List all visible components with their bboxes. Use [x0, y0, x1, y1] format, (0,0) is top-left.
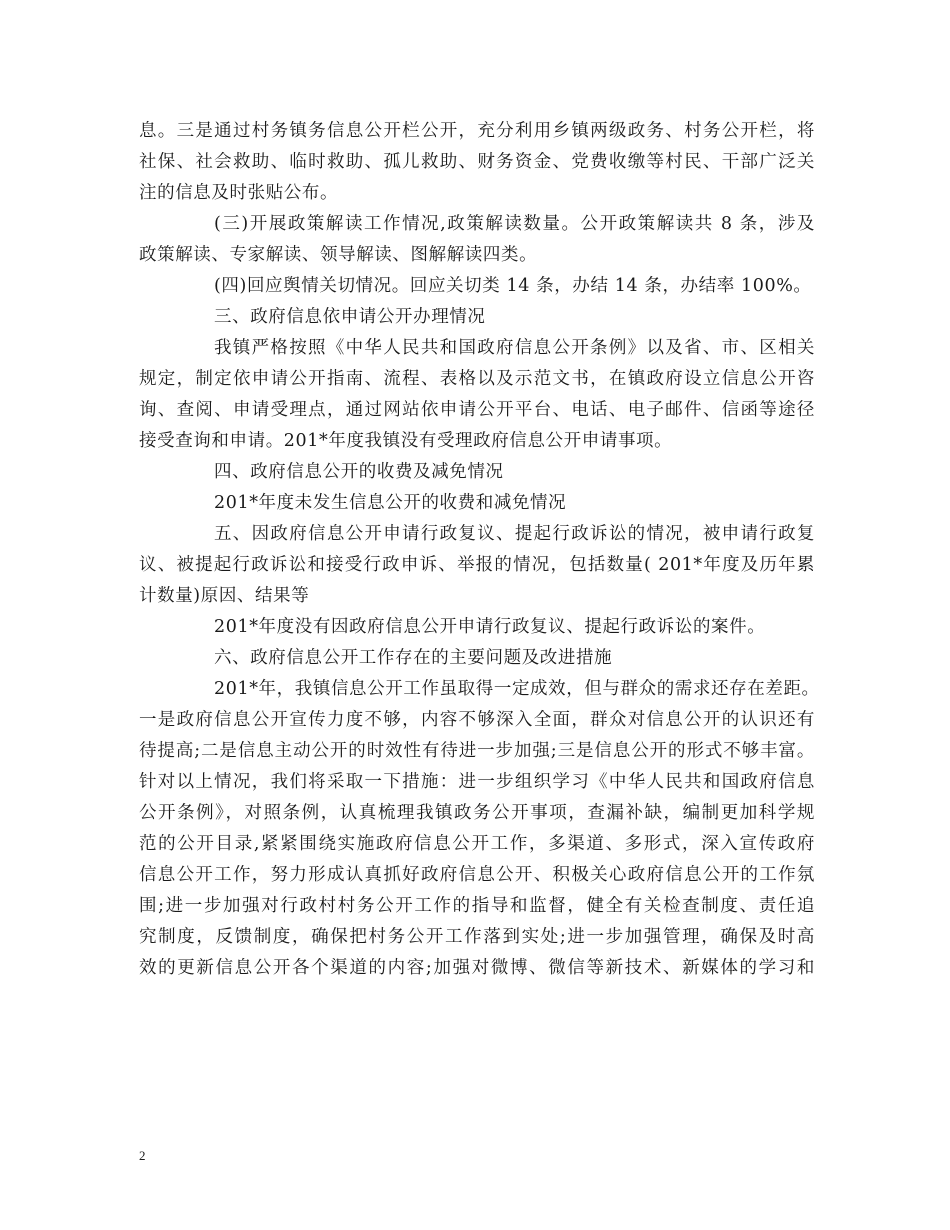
document-body [139, 116, 820, 984]
text-line: 201*年度未发生信息公开的收费和减免情况 [214, 493, 567, 513]
text-line: 201*年度没有因政府信息公开申请行政复议、提起行政诉讼的案件。 [214, 617, 766, 637]
text-line: 注的信息及时张贴公布。 [139, 183, 339, 203]
text-line: 针对以上情况，我们将采取一下措施：进一步组织学习《中华人民共和国政府信息 [139, 772, 815, 792]
page-number: 2 [139, 1148, 146, 1163]
text-line: 究制度，反馈制度，确保把村务公开工作落到实处;进一步加强管理，确保及时高 [139, 927, 815, 947]
text-line: 我镇严格按照《中华人民共和国政府信息公开条例》以及省、市、区相关 [214, 338, 815, 358]
text-line: 询、查阅、申请受理点，通过网站依申请公开平台、电话、电子邮件、信函等途径 [139, 400, 815, 420]
section-heading: 计数量)原因、结果等 [139, 586, 310, 606]
text-line: 社保、社会救助、临时救助、孤儿救助、财务资金、党费收缴等村民、干部广泛关 [139, 152, 815, 172]
text-line: 围;进一步加强对行政村村务公开工作的指导和监督，健全有关检查制度、责任追 [139, 896, 815, 916]
section-heading: 议、被提起行政诉讼和接受行政申诉、举报的情况，包括数量( 201*年度及历年累 [139, 555, 815, 575]
text-line: 息。三是通过村务镇务信息公开栏公开，充分利用乡镇两级政务、村务公开栏，将 [139, 121, 815, 141]
text-line: 范的公开目录,紧紧围绕实施政府信息公开工作，多渠道、多形式，深入宣传政府 [139, 834, 815, 854]
text-line: 效的更新信息公开各个渠道的内容;加强对微博、微信等新技术、新媒体的学习和 [139, 958, 815, 978]
text-line: (四)回应舆情关切情况。回应关切类 14 条，办结 14 条，办结率 100%。 [214, 276, 812, 296]
text-line: (三)开展政策解读工作情况,政策解读数量。公开政策解读共 8 条，涉及 [214, 214, 815, 234]
section-heading: 六、政府信息公开工作存在的主要问题及改进措施 [214, 648, 613, 668]
text-line: 公开条例》，对照条例，认真梳理我镇政务公开事项，查漏补缺，编制更加科学规 [139, 803, 815, 823]
section-heading: 三、政府信息依申请公开办理情况 [214, 307, 486, 327]
text-line: 政策解读、专家解读、领导解读、图解解读四类。 [139, 245, 538, 265]
text-line: 接受查询和申请。201*年度我镇没有受理政府信息公开申请事项。 [139, 431, 673, 451]
text-line: 信息公开工作，努力形成认真抓好政府信息公开、积极关心政府信息公开的工作氛 [139, 865, 815, 885]
section-heading: 五、因政府信息公开申请行政复议、提起行政诉讼的情况，被申请行政复 [214, 524, 815, 544]
section-heading: 四、政府信息公开的收费及减免情况 [214, 462, 504, 482]
text-line: 一是政府信息公开宣传力度不够，内容不够深入全面，群众对信息公开的认识还有 [139, 710, 815, 730]
text-line: 规定，制定依申请公开指南、流程、表格以及示范文书，在镇政府设立信息公开咨 [139, 369, 815, 389]
text-line: 201*年，我镇信息公开工作虽取得一定成效，但与群众的需求还存在差距。 [214, 679, 820, 699]
text-line: 待提高;二是信息主动公开的时效性有待进一步加强;三是信息公开的形式不够丰富。 [139, 741, 815, 761]
